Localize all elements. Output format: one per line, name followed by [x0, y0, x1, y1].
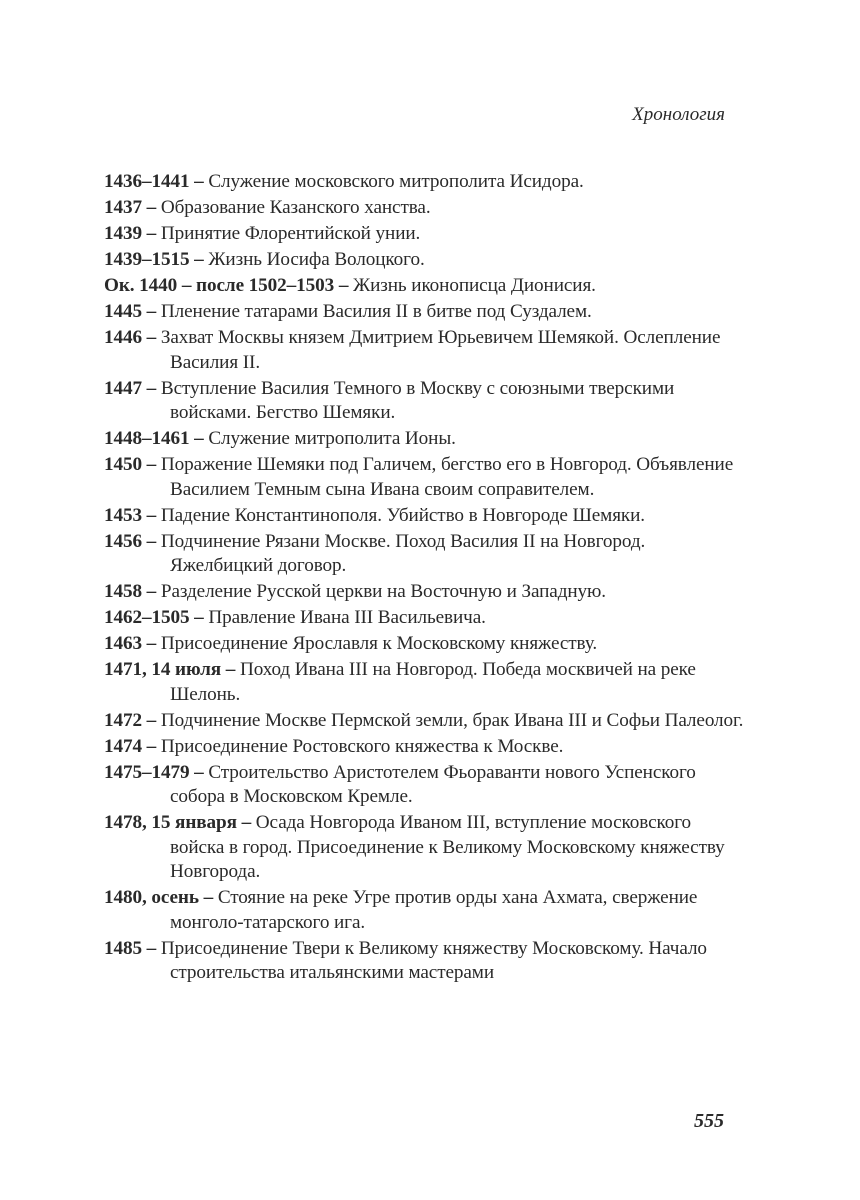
entry-date: 1471, 14 июля [104, 659, 222, 680]
entry-dash: – [236, 812, 256, 833]
entry-dash: – [141, 633, 161, 654]
entry-text: Захват Москвы князем Дмитрием Юрьевичем Шемякой. Ослепление Василия II. [160, 327, 721, 373]
entry-date: 1445 [104, 301, 142, 322]
entry-dash: – [189, 428, 209, 449]
chronology-list [104, 170, 744, 987]
entry-dash: – [141, 223, 161, 244]
entry-text: Правление Ивана III Васильевича. [208, 607, 486, 628]
entry-date: 1437 [104, 197, 142, 218]
entry-dash: – [141, 530, 161, 552]
chronology-entry [104, 811, 744, 885]
chronology-entry [104, 170, 744, 195]
chronology-entry [104, 606, 744, 631]
entry-date: 1447 [104, 377, 142, 399]
entry-text: Присоединение Твери к Великому княжеству Московскому. Начало строительства итальянскими мастерами [160, 937, 707, 983]
entry-dash: – [141, 377, 161, 399]
entry-date: 1439 [104, 223, 142, 244]
entry-dash: – [334, 275, 354, 296]
entry-text: Подчинение Рязани Москве. Поход Василия II на Новгород. Яжелбицкий договор. [160, 530, 646, 576]
entry-text: Служение московского митрополита Исидора. [208, 171, 584, 192]
entry-text: Присоединение Ярославля к Московскому княжеству. [160, 633, 598, 654]
entry-date: 1458 [104, 581, 142, 602]
entry-dash: – [189, 249, 209, 270]
chronology-entry [104, 632, 744, 657]
entry-dash: – [141, 581, 161, 602]
entry-dash: – [198, 887, 218, 908]
entry-dash: – [141, 327, 161, 348]
entry-text: Разделение Русской церкви на Восточную и Западную. [160, 581, 606, 602]
entry-text: Осада Новгорода Иваном III, вступление московского войска в город. Присоединение к Великому Московскому княжеству Новгорода. [170, 812, 725, 882]
entry-date: 1485 [104, 937, 142, 959]
chronology-entry [104, 300, 744, 325]
chronology-entry [104, 761, 744, 810]
entry-text: Подчинение Москве Пермской земли, брак Ивана III и Софьи Палеолог. [160, 709, 744, 731]
entry-date: 1450 [104, 454, 142, 475]
entry-text: Присоединение Ростовского княжества к Москве. [160, 735, 564, 757]
entry-dash: – [141, 937, 161, 959]
entry-dash: – [141, 454, 161, 475]
chronology-entry [104, 196, 744, 221]
chronology-entry [104, 248, 744, 273]
entry-date: 1472 [104, 709, 142, 731]
page-number: 555 [694, 1110, 724, 1132]
chronology-entry [104, 326, 744, 375]
entry-text: Принятие Флорентийской унии. [160, 223, 421, 244]
chronology-entry [104, 937, 744, 986]
entry-dash: – [141, 709, 161, 731]
entry-dash: – [141, 735, 161, 757]
entry-text: Жизнь Иосифа Волоцкого. [208, 249, 425, 270]
chronology-entry [104, 580, 744, 605]
entry-date: 1462–1505 [104, 607, 190, 628]
entry-text: Служение митрополита Ионы. [208, 428, 456, 449]
entry-text: Жизнь иконописца Дионисия. [353, 275, 596, 296]
chronology-entry [104, 222, 744, 247]
entry-text: Образование Казанского ханства. [160, 197, 431, 218]
entry-dash: – [221, 659, 240, 680]
entry-date: 1480, осень [104, 887, 199, 908]
chronology-entry [104, 274, 744, 299]
entry-date: 1446 [104, 327, 142, 348]
entry-date: 1436–1441 [104, 171, 190, 192]
entry-text: Вступление Василия Темного в Москву с союзными тверскими войсками. Бегство Шемяки. [160, 377, 675, 423]
entry-text: Поход Ивана III на Новгород. Победа москвичей на реке Шелонь. [170, 659, 696, 705]
entry-text: Поражение Шемяки под Галичем, бегство его в Новгород. Объявление Василием Темным сына Ивана своим соправителем. [160, 454, 734, 500]
entry-dash: – [189, 607, 209, 628]
chronology-entry [104, 886, 744, 935]
chronology-entry [104, 658, 744, 707]
entry-dash: – [189, 171, 209, 192]
chronology-entry [104, 530, 744, 579]
entry-date: 1448–1461 [104, 428, 190, 449]
entry-date: 1475–1479 [104, 761, 190, 783]
chronology-entry [104, 427, 744, 452]
entry-date: 1474 [104, 735, 142, 757]
entry-dash: – [141, 301, 161, 322]
entry-dash: – [141, 197, 161, 218]
chronology-entry [104, 453, 744, 502]
chronology-entry [104, 504, 744, 529]
entry-text: Строительство Аристотелем Фьораванти нового Успенского собора в Московском Кремле. [170, 761, 696, 807]
entry-date: 1453 [104, 504, 142, 526]
entry-dash: – [189, 761, 209, 783]
entry-date: 1456 [104, 530, 142, 552]
entry-date: 1478, 15 января [104, 812, 237, 833]
entry-date: 1439–1515 [104, 249, 190, 270]
entry-text: Стояние на реке Угре против орды хана Ахмата, свержение монголо-татарского ига. [170, 887, 698, 933]
entry-text: Пленение татарами Василия II в битве под Суздалем. [160, 301, 592, 322]
chronology-entry [104, 735, 744, 760]
running-head: Хронология [632, 104, 725, 125]
entry-date: 1463 [104, 633, 142, 654]
entry-dash: – [141, 504, 161, 526]
entry-text: Падение Константинополя. Убийство в Новгороде Шемяки. [160, 504, 646, 526]
chronology-entry [104, 377, 744, 426]
entry-date: Ок. 1440 – после 1502–1503 [104, 275, 335, 296]
chronology-entry [104, 709, 744, 734]
